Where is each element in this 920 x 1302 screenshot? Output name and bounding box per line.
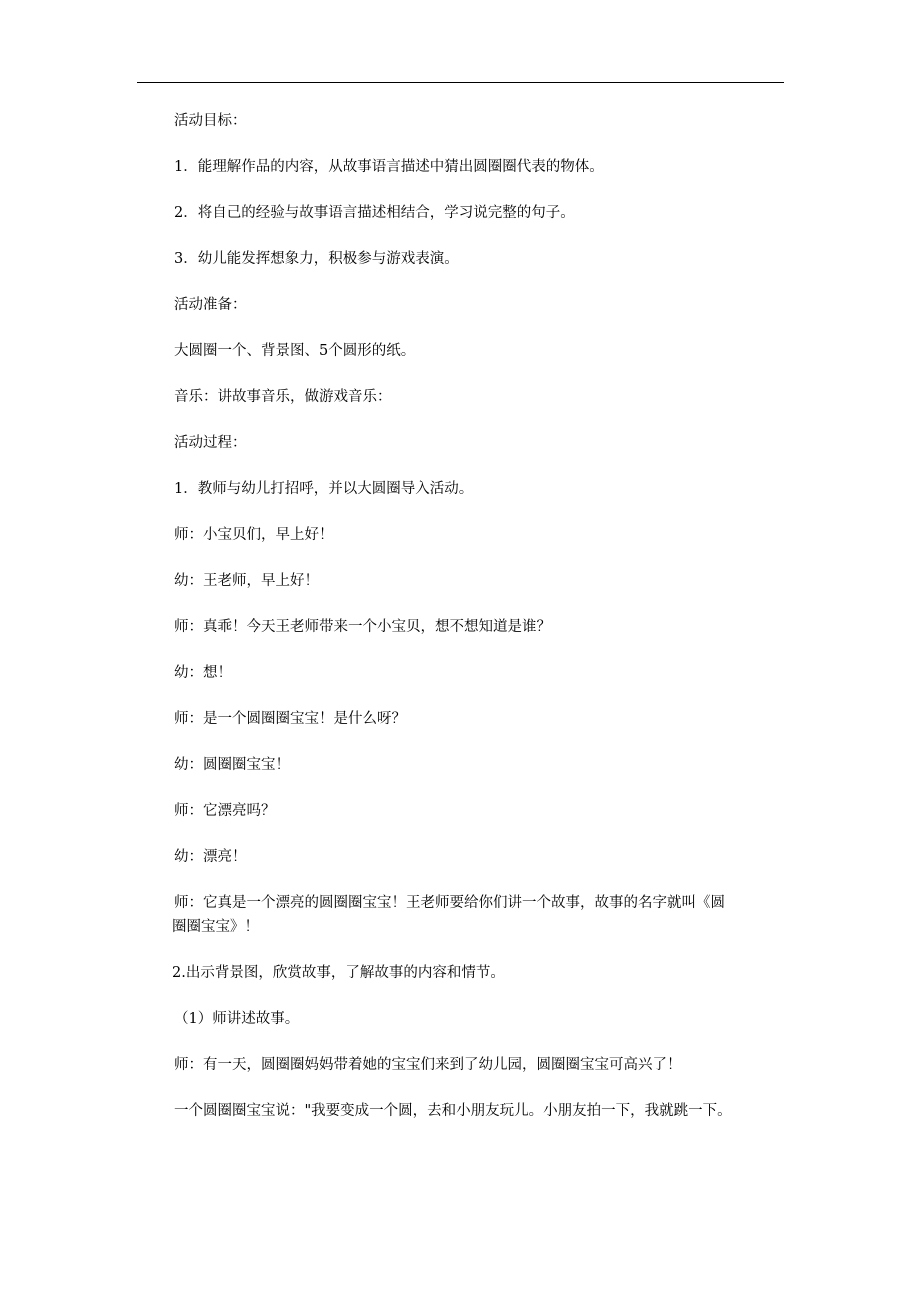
- goal-item-3: 3．幼儿能发挥想象力，积极参与游戏表演。: [174, 251, 459, 267]
- dialogue-line: 师：是一个圆圈圈宝宝！是什么呀？: [174, 711, 406, 727]
- preparation-music: 音乐：讲故事音乐，做游戏音乐：: [174, 389, 392, 405]
- process-substep-1: （1）师讲述故事。: [174, 1011, 300, 1027]
- dialogue-line: 师：它漂亮吗？: [174, 803, 276, 819]
- long-paragraph-line-2: 圈圈宝宝》！: [172, 919, 259, 935]
- section-heading-process: 活动过程：: [174, 435, 247, 451]
- header-rule: [137, 82, 784, 83]
- dialogue-line: 师：真乖！今天王老师带来一个小宝贝，想不想知道是谁？: [174, 619, 551, 635]
- long-paragraph-line-1: 师：它真是一个漂亮的圆圈圈宝宝！王老师要给你们讲一个故事，故事的名字就叫《圆: [174, 895, 725, 911]
- goal-item-2: 2．将自己的经验与故事语言描述相结合，学习说完整的句子。: [174, 205, 575, 221]
- process-step-1: 1．教师与幼儿打招呼，并以大圆圈导入活动。: [174, 481, 474, 497]
- dialogue-long-paragraph: [174, 891, 794, 939]
- goal-item-1: 1．能理解作品的内容，从故事语言描述中猜出圆圈圈代表的物体。: [174, 159, 604, 175]
- dialogue-line: 师：小宝贝们，早上好！: [174, 527, 334, 543]
- section-heading-preparation: 活动准备：: [174, 297, 247, 313]
- dialogue-line: 幼：王老师，早上好！: [174, 573, 319, 589]
- document-body: [174, 109, 794, 1145]
- process-step-2: 2.出示背景图，欣赏故事，了解故事的内容和情节。: [172, 965, 505, 981]
- section-heading-goals: 活动目标：: [174, 113, 247, 129]
- dialogue-line: 幼：圆圈圈宝宝！: [174, 757, 290, 773]
- dialogue-line: 幼：漂亮！: [174, 849, 247, 865]
- dialogue-line: 幼：想！: [174, 665, 232, 681]
- preparation-materials: 大圆圈一个、背景图、5个圆形的纸。: [174, 343, 416, 359]
- story-line: 师：有一天，圆圈圈妈妈带着她的宝宝们来到了幼儿园，圆圈圈宝宝可高兴了！: [174, 1057, 682, 1073]
- story-line: 一个圆圈圈宝宝说："我要变成一个圆，去和小朋友玩儿。小朋友拍一下，我就跳一下。: [174, 1103, 732, 1119]
